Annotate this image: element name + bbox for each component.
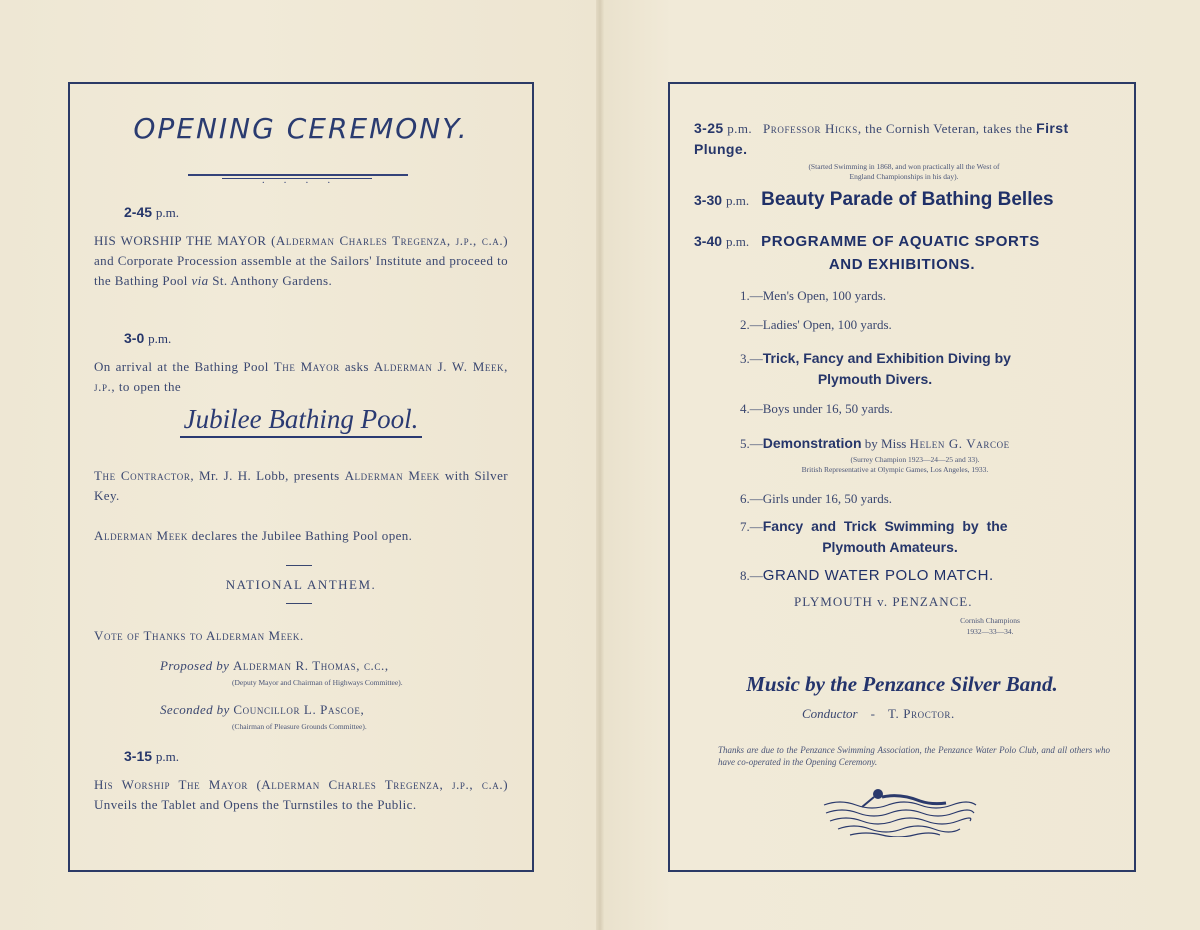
conductor-line: Conductor - T. Proctor. — [802, 706, 955, 721]
programme-subtitle: AND EXHIBITIONS. — [828, 256, 976, 273]
cornish-champions-note: Cornish Champions — [960, 616, 1020, 625]
anthem-rule-top — [286, 565, 312, 566]
swimmer-illustration — [820, 785, 980, 837]
programme-item-7-line2: Plymouth Amateurs. — [822, 539, 958, 555]
programme-item-7: 7.—Fancy and Trick Swimming by the — [740, 518, 1008, 534]
programme-item-8: 8.—GRAND WATER POLO MATCH. — [740, 567, 994, 584]
page-fold — [596, 0, 604, 930]
declares-open-text: Alderman Meek declares the Jubilee Bathing Pool open. — [94, 528, 413, 543]
time-2-45: 2-45 p.m. — [124, 204, 180, 220]
seconded-note: (Chairman of Pleasure Grounds Committee). — [232, 722, 367, 731]
seconded-by: Seconded by Councillor L. Pascoe, — [160, 702, 365, 717]
jubilee-bathing-pool-heading: Jubilee Bathing Pool. — [68, 404, 534, 435]
programme-item-6: 6.—Girls under 16, 50 yards. — [740, 491, 893, 506]
anthem-rule-bottom — [286, 603, 312, 604]
unveils-tablet-text: His Worship The Mayor (Alderman Charles Tregenza, j.p., c.a.) Unveils the Tablet and Opens the Turnstiles to the Public. — [94, 777, 508, 812]
title-rule — [188, 174, 408, 176]
programme-item-1: 1.—Men's Open, 100 yards. — [740, 288, 887, 303]
title-dots-ornament: · · · · — [261, 178, 339, 189]
programme-item-2: 2.—Ladies' Open, 100 yards. — [740, 317, 892, 332]
programme-item-3: 3.—Trick, Fancy and Exhibition Diving by — [740, 350, 1011, 366]
proposed-note: (Deputy Mayor and Chairman of Highways Committee). — [232, 678, 403, 687]
page-title: OPENING CEREMONY. — [133, 112, 469, 145]
mayor-procession-text: HIS WORSHIP THE MAYOR (Alderman Charles Tregenza, j.p., c.a.) and Corporate Procession assemble at the Sailors' Institute and proceed to the Bathing Pool via St. Anthony Gardens. — [94, 233, 508, 288]
contractor-text: The Contractor, Mr. J. H. Lobb, presents Alderman Meek with Silver Key. — [94, 468, 508, 503]
programme-item-3-line2: Plymouth Divers. — [817, 371, 933, 387]
programme-item-4: 4.—Boys under 16, 50 yards. — [740, 401, 893, 416]
section-3-40: 3-40 p.m. PROGRAMME OF AQUATIC SPORTS — [694, 233, 1040, 250]
thanks-note: Thanks are due to the Penzance Swimming Association, the Penzance Water Polo Club, and all others who have co-operated in the Opening Ceremony. — [718, 745, 1110, 767]
section-3-30: 3-30 p.m. Beauty Parade of Bathing Belles — [694, 189, 1054, 210]
item-5-note-2: British Representative at Olympic Games, Los Angeles, 1933. — [801, 465, 989, 474]
hicks-note: (Started Swimming in 1868, and won practically all the West of England Championships in his day). — [808, 162, 1000, 181]
programme-item-5: 5.—Demonstration by Miss Helen G. Varcoe — [740, 435, 1010, 451]
arrival-text: On arrival at the Bathing Pool The Mayor asks Alderman J. W. Meek, j.p., to open the — [94, 359, 509, 394]
proposed-by: Proposed by Alderman R. Thomas, c.c., — [160, 658, 389, 673]
time-3-0: 3-0 p.m. — [124, 330, 172, 346]
item-5-note-1: (Surrey Champion 1923—24—25 and 33). — [850, 455, 980, 464]
time-3-15: 3-15 p.m. — [124, 748, 180, 764]
national-anthem: NATIONAL ANTHEM. — [225, 577, 377, 592]
section-3-25: 3-25 p.m. Professor Hicks, the Cornish Veteran, takes the First Plunge. (Started Swimming in 1868, and won practically all the West of England Championships in his day). — [694, 120, 1069, 181]
water-polo-teams: PLYMOUTH v. PENZANCE. — [794, 594, 973, 609]
vote-of-thanks: Vote of Thanks to Alderman Meek. — [94, 628, 304, 643]
cornish-champions-years: 1932—33—34. — [966, 627, 1014, 636]
music-band-heading: Music by the Penzance Silver Band. — [746, 672, 1058, 696]
